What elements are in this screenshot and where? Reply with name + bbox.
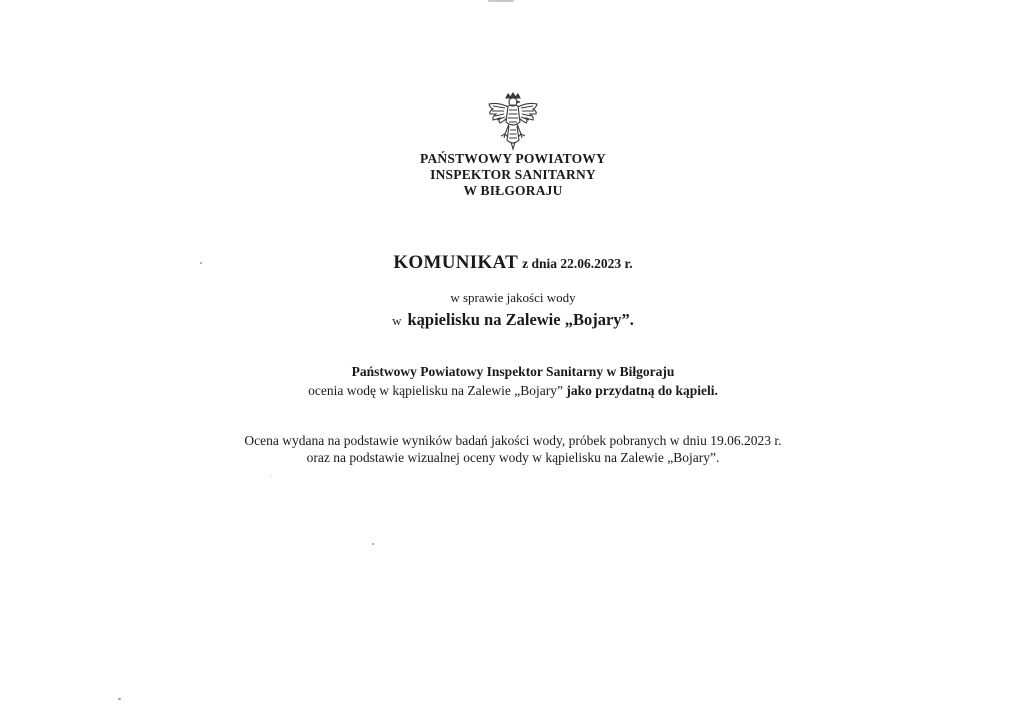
subject-prefix: w <box>392 313 402 328</box>
subject-location-text: kąpielisku na Zalewie „Bojary”. <box>407 310 634 329</box>
issuer-line: W BIŁGORAJU <box>463 183 563 198</box>
basis-line: oraz na podstawie wizualnej oceny wody w kąpielisku na Zalewie „Bojary”. <box>306 450 720 465</box>
document-title <box>0 252 1026 274</box>
scan-speck <box>488 0 514 2</box>
scan-speck <box>270 475 271 476</box>
assessment-text: ocenia wodę w kąpielisku na Zalewie „Bojary” <box>308 383 563 398</box>
scan-speck <box>118 698 121 700</box>
assessment-authority: Państwowy Powiatowy Inspektor Sanitarny w Biłgoraju <box>351 364 675 379</box>
issuer-header <box>0 151 1026 199</box>
subject-location <box>0 310 1026 330</box>
basis-line: Ocena wydana na podstawie wyników badań jakości wody, próbek pobranych w dniu 19.06.2023 r. <box>244 433 782 448</box>
issuer-line: INSPEKTOR SANITARNY <box>430 167 596 182</box>
assessment-statement <box>0 383 1026 399</box>
title-main: KOMUNIKAT <box>393 252 519 273</box>
assessment-verdict: jako przydatną do kąpieli. <box>566 383 718 398</box>
subject-line: w sprawie jakości wody <box>450 290 576 305</box>
title-date: z dnia 22.06.2023 r. <box>522 256 633 271</box>
scan-speck <box>372 543 374 545</box>
issuer-line: PAŃSTWOWY POWIATOWY <box>420 151 606 166</box>
polish-eagle-emblem-icon <box>485 92 541 152</box>
